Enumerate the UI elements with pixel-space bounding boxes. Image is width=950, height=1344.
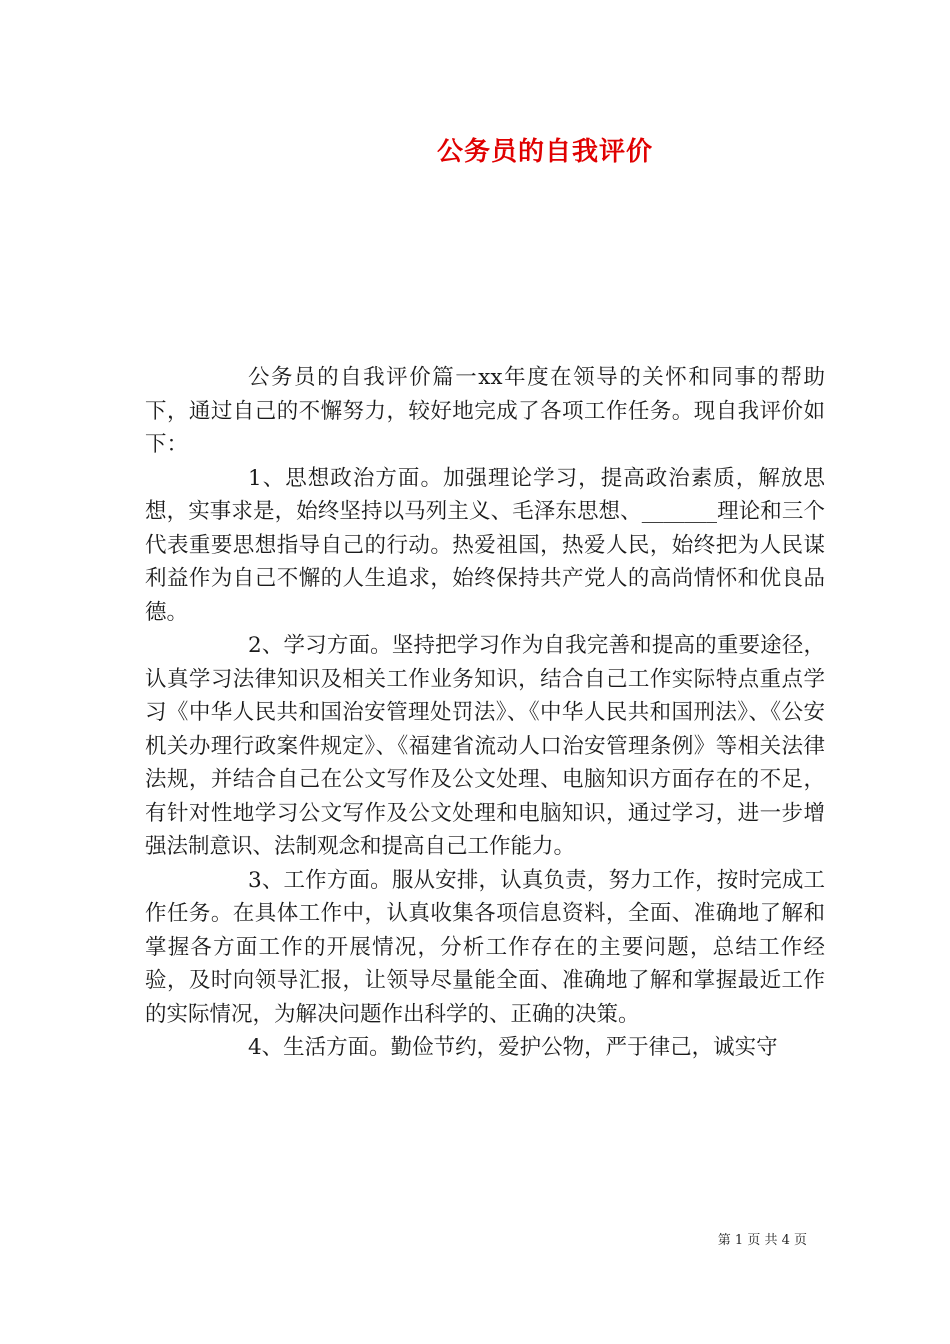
document-title: 公务员的自我评价 [436, 137, 653, 167]
page-number-footer: 第 1 页 共 4 页 [717, 1233, 807, 1248]
paragraph-work: 3、工作方面。服从安排，认真负责，努力工作，按时完成工作任务。在具体工作中，认真收集各项信息资料，全面、准确地了解和掌握各方面工作的开展情况，分析工作存在的主要问题，总结工作经验，及时向领导汇报，让领导尽量能全面、准确地了解和掌握最近工作的实际情况，为解决问题作出科学的、正确的决策。 [145, 867, 825, 1027]
paragraph-political: 1、思想政治方面。加强理论学习，提高政治素质，解放思想，实事求是，始终坚持以马列主义、毛泽东思想、_______理论和三个代表重要思想指导自己的行动。热爱祖国，热爱人民，始终把为人民谋利益作为自己不懈的人生追求，始终保持共产党人的高尚情怀和优良品德。 [145, 465, 825, 625]
paragraph-life: 4、生活方面。勤俭节约，爱护公物，严于律己，诚实守 [248, 1035, 778, 1060]
document-body [145, 361, 825, 1065]
paragraph-study: 2、学习方面。坚持把学习作为自我完善和提高的重要途径，认真学习法律知识及相关工作业务知识，结合自己工作实际特点重点学习《中华人民共和国治安管理处罚法》、《中华人民共和国刑法》、《公安机关办理行政案件规定》、《福建省流动人口治安管理条例》等相关法律法规，并结合自己在公文写作及公文处理、电脑知识方面存在的不足，有针对性地学习公文写作及公文处理和电脑知识，通过学习，进一步增强法制意识、法制观念和提高自己工作能力。 [145, 633, 825, 859]
paragraph-intro: 公务员的自我评价篇一xx年度在领导的关怀和同事的帮助下，通过自己的不懈努力，较好地完成了各项工作任务。现自我评价如下： [145, 365, 825, 457]
